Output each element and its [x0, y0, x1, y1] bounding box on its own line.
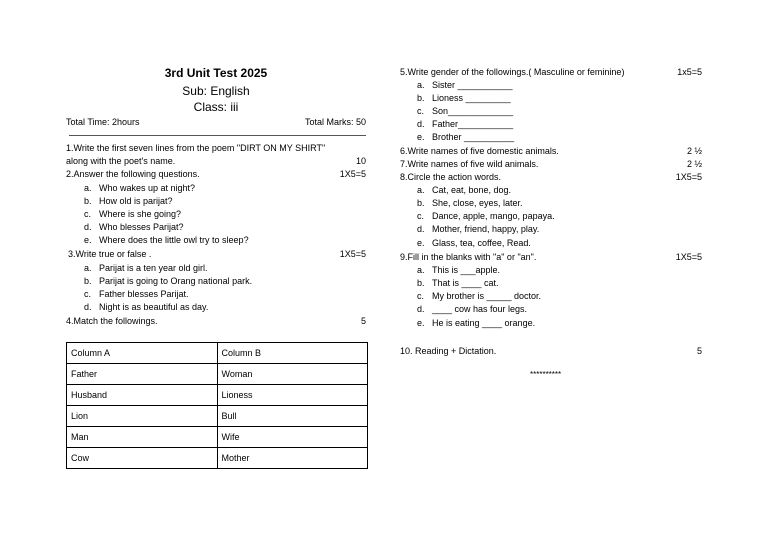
q10-text: 10. Reading + Dictation. — [400, 346, 497, 356]
table-cell: Mother — [217, 448, 368, 469]
q10-heading — [400, 345, 702, 357]
item-text: My brother is _____ doctor. — [432, 291, 542, 301]
q7-heading — [400, 158, 702, 170]
item-text: Night is as beautiful as day. — [99, 302, 209, 312]
list-item — [84, 301, 208, 313]
list-item — [417, 197, 523, 209]
item-text: He is eating ____ orange. — [432, 318, 536, 328]
list-item — [84, 275, 252, 287]
list-item — [84, 221, 184, 233]
list-item — [84, 182, 195, 194]
table-cell: Woman — [217, 364, 368, 385]
item-text: Parijat is going to Orang national park. — [99, 276, 253, 286]
q3-marks: 1X5=5 — [339, 249, 366, 259]
table-cell: Lioness — [217, 385, 368, 406]
time-marks-row — [66, 116, 366, 128]
item-marker: d. — [84, 302, 92, 312]
item-marker: a. — [417, 265, 425, 275]
q8-heading — [400, 171, 702, 183]
list-item — [417, 79, 513, 91]
q10-marks: 5 — [696, 346, 702, 356]
class-line: Class: iii — [193, 100, 239, 114]
table-row — [67, 448, 368, 469]
list-item — [417, 118, 513, 130]
item-marker: b. — [417, 278, 425, 288]
item-marker: b. — [417, 93, 425, 103]
item-marker: c. — [417, 106, 425, 116]
item-text: Parijat is a ten year old girl. — [99, 263, 208, 273]
table-cell: Wife — [217, 427, 368, 448]
item-text: Mother, friend, happy, play. — [432, 224, 540, 234]
q2-heading — [66, 168, 366, 180]
item-marker: c. — [417, 211, 425, 221]
list-item — [417, 303, 527, 315]
item-marker: c. — [84, 289, 92, 299]
list-item — [84, 195, 173, 207]
table-cell: Cow — [67, 448, 218, 469]
item-text: Cat, eat, bone, dog. — [432, 185, 512, 195]
q5-heading — [400, 66, 702, 78]
q4-marks: 5 — [360, 316, 366, 326]
list-item — [84, 234, 249, 246]
q9-text: 9.Fill in the blanks with "a" or "an". — [400, 252, 537, 262]
list-item — [417, 131, 514, 143]
table-row — [67, 406, 368, 427]
q6-heading — [400, 145, 702, 157]
q1-text2: along with the poet's name. — [66, 156, 176, 166]
item-text: Where does the little owl try to sleep? — [99, 235, 249, 245]
q7-text: 7.Write names of five wild animals. — [400, 159, 539, 169]
q9-heading — [400, 251, 702, 263]
test-title: 3rd Unit Test 2025 — [164, 66, 268, 80]
item-text: She, close, eyes, later. — [432, 198, 523, 208]
q2-text: 2.Answer the following questions. — [66, 169, 200, 179]
item-marker: d. — [417, 119, 425, 129]
item-text: Lioness _________ — [432, 93, 511, 103]
item-text: Who wakes up at night? — [99, 183, 196, 193]
q9-marks: 1X5=5 — [675, 252, 702, 262]
list-item — [417, 223, 539, 235]
total-time: Total Time: 2hours — [66, 117, 140, 127]
match-table — [66, 342, 368, 469]
q4-heading — [66, 315, 366, 327]
item-marker: b. — [84, 276, 92, 286]
item-marker: c. — [84, 209, 92, 219]
list-item — [417, 105, 513, 117]
table-header-cell: Column A — [67, 343, 218, 364]
list-item — [84, 262, 208, 274]
item-marker: a. — [417, 80, 425, 90]
q6-text: 6.Write names of five domestic animals. — [400, 146, 559, 156]
list-item — [417, 92, 511, 104]
item-text: How old is parijat? — [99, 196, 173, 206]
q7-marks: 2 ½ — [686, 159, 702, 169]
item-marker: c. — [417, 291, 425, 301]
q1-text: 1.Write the first seven lines from the poem "DIRT ON MY SHIRT" — [66, 143, 326, 153]
item-text: Where is she going? — [99, 209, 182, 219]
item-text: That is ____ cat. — [432, 278, 499, 288]
item-marker: e. — [417, 318, 425, 328]
item-marker: a. — [84, 183, 92, 193]
item-marker: b. — [417, 198, 425, 208]
item-text: Brother __________ — [432, 132, 515, 142]
table-header-cell: Column B — [217, 343, 368, 364]
q2-marks: 1X5=5 — [339, 169, 366, 179]
q1-line1 — [66, 142, 366, 154]
header-divider — [69, 135, 366, 136]
item-marker: b. — [84, 196, 92, 206]
table-row — [67, 427, 368, 448]
table-header-row — [67, 343, 368, 364]
list-item — [417, 264, 500, 276]
q8-marks: 1X5=5 — [675, 172, 702, 182]
table-cell: Lion — [67, 406, 218, 427]
item-text: Father___________ — [432, 119, 514, 129]
list-item — [417, 184, 511, 196]
item-text: Dance, apple, mango, papaya. — [432, 211, 555, 221]
list-item — [417, 210, 555, 222]
q1-line2 — [66, 155, 366, 167]
item-text: Who blesses Parijat? — [99, 222, 184, 232]
q8-text: 8.Circle the action words. — [400, 172, 502, 182]
table-row — [67, 385, 368, 406]
item-marker: e. — [417, 132, 425, 142]
list-item — [84, 288, 189, 300]
item-text: Sister ___________ — [432, 80, 513, 90]
item-marker: a. — [417, 185, 425, 195]
item-marker: d. — [84, 222, 92, 232]
item-marker: e. — [84, 235, 92, 245]
table-cell: Husband — [67, 385, 218, 406]
q1-marks: 10 — [355, 156, 366, 166]
q3-text: 3.Write true or false . — [68, 249, 152, 259]
list-item — [417, 237, 531, 249]
table-cell: Father — [67, 364, 218, 385]
item-marker: d. — [417, 304, 425, 314]
table-cell: Bull — [217, 406, 368, 427]
q3-heading — [68, 248, 366, 260]
q4-text: 4.Match the followings. — [66, 316, 158, 326]
q5-marks: 1x5=5 — [677, 67, 702, 77]
q6-marks: 2 ½ — [686, 146, 702, 156]
table-row — [67, 364, 368, 385]
item-marker: e. — [417, 238, 425, 248]
total-marks: Total Marks: 50 — [304, 117, 366, 127]
table-cell: Man — [67, 427, 218, 448]
item-marker: a. — [84, 263, 92, 273]
item-text: Son_____________ — [432, 106, 514, 116]
q5-text: 5.Write gender of the followings.( Masculine or feminine) — [400, 67, 625, 77]
list-item — [84, 208, 181, 220]
item-text: Father blesses Parijat. — [99, 289, 189, 299]
list-item — [417, 277, 499, 289]
list-item — [417, 290, 541, 302]
subject-line: Sub: English — [182, 84, 250, 98]
item-text: ____ cow has four legs. — [432, 304, 528, 314]
item-text: Glass, tea, coffee, Read. — [432, 238, 531, 248]
end-mark: ********** — [530, 370, 562, 379]
list-item — [417, 317, 535, 329]
item-text: This is ___apple. — [432, 265, 501, 275]
item-marker: d. — [417, 224, 425, 234]
